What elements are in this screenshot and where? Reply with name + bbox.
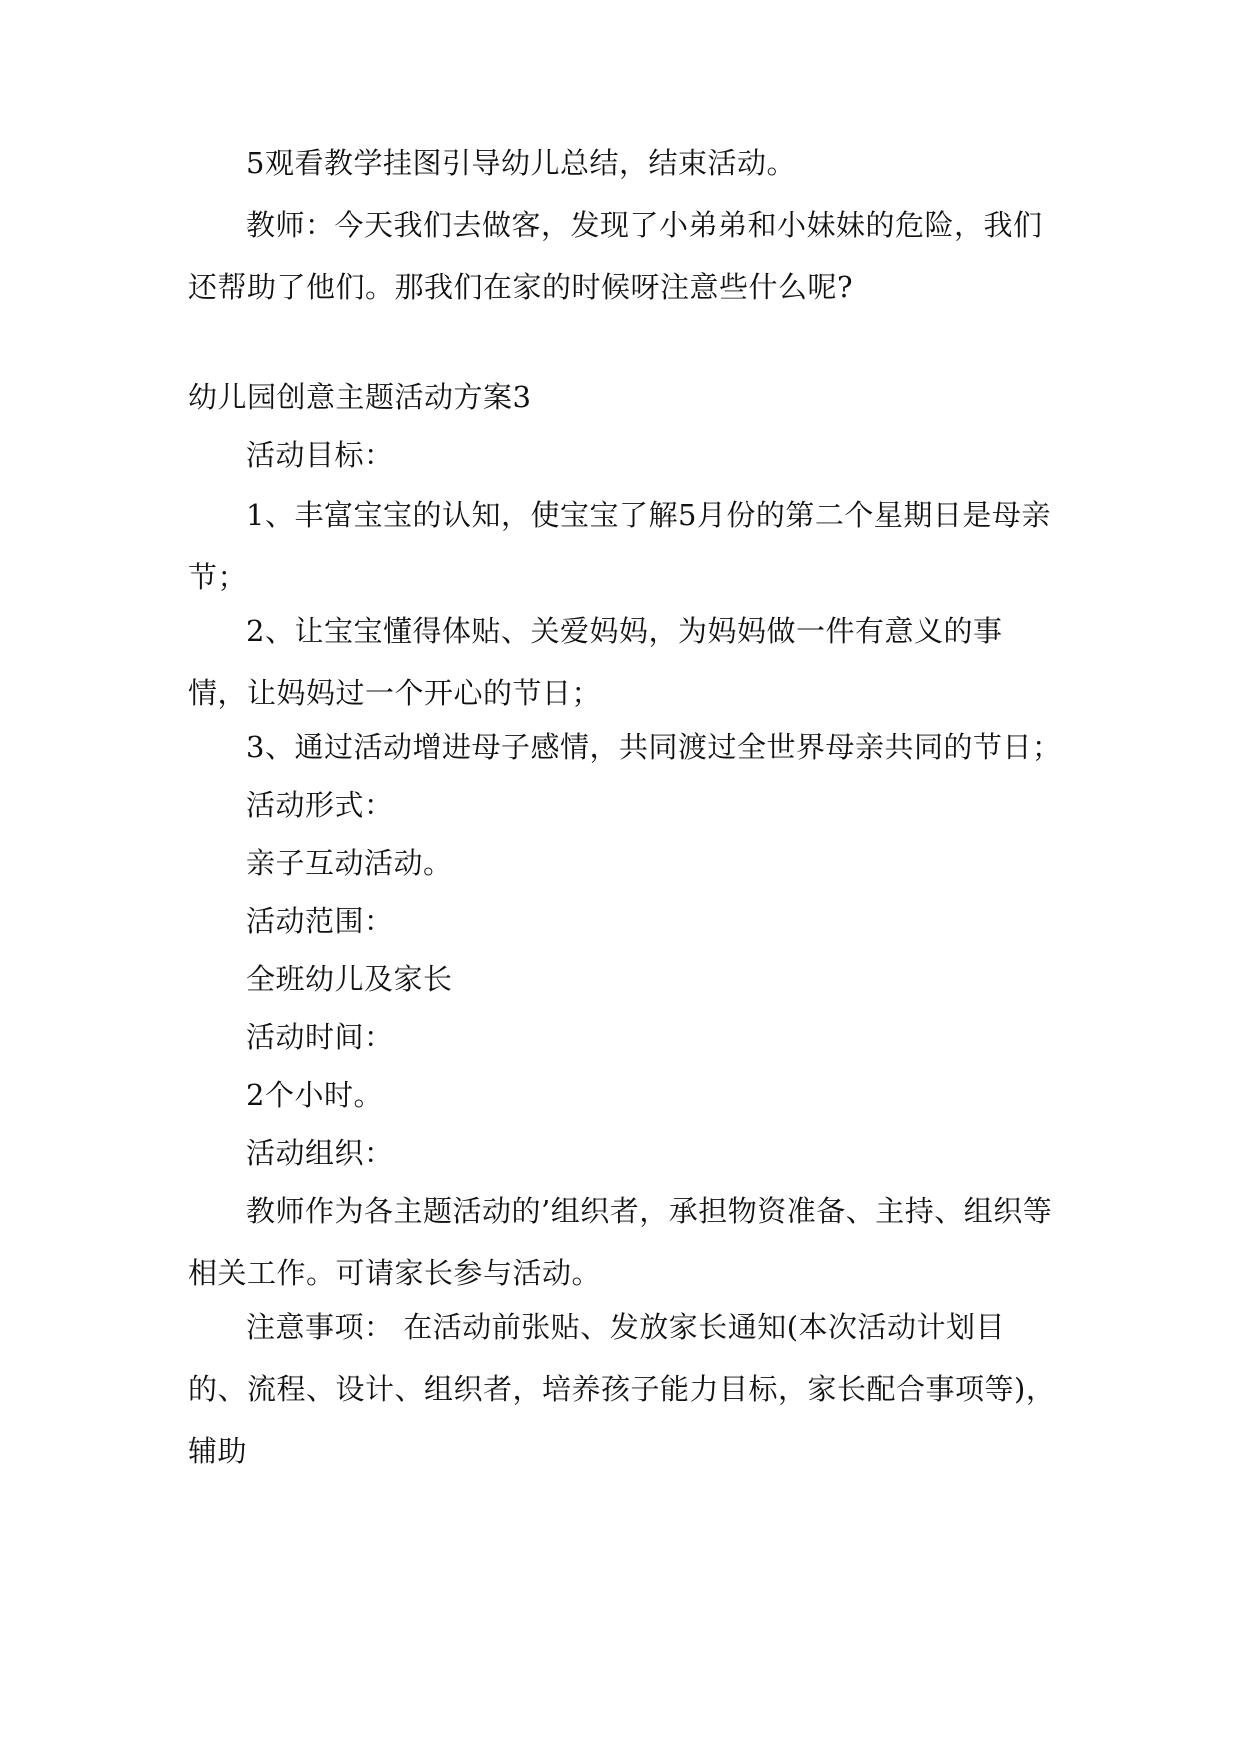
goal-item-2: 2、让宝宝懂得体贴、关爱妈妈，为妈妈做一件有意义的事情，让妈妈过一个开心的节日； — [188, 614, 1003, 710]
section-heading: 幼儿园创意主题活动方案3 — [188, 380, 532, 414]
paragraph-teacher-summary: 教师：今天我们去做客，发现了小弟弟和小妹妹的危险，我们还帮助了他们。那我们在家的时候呀注意些什么呢? — [188, 208, 1043, 304]
time-title: 活动时间： — [246, 1020, 394, 1054]
org-value: 教师作为各主题活动的’组织者，承担物资准备、主持、组织等相关工作。可请家长参与活动。 — [188, 1194, 1053, 1290]
goal-item-1: 1、丰富宝宝的认知，使宝宝了解5月份的第二个星期日是母亲节； — [188, 498, 1051, 594]
form-title: 活动形式： — [246, 788, 394, 822]
goal-title: 活动目标： — [246, 438, 394, 472]
time-value: 2个小时。 — [246, 1078, 383, 1112]
form-value: 亲子互动活动。 — [246, 846, 453, 880]
paragraph-step5: 5观看教学挂图引导幼儿总结，结束活动。 — [246, 146, 796, 180]
notes-paragraph: 注意事项： 在活动前张贴、发放家长通知(本次活动计划目的、流程、设计、组织者，培养孩子能力目标，家长配合事项等)，辅助 — [188, 1310, 1056, 1468]
goal-item-3: 3、通过活动增进母子感情，共同渡过全世界母亲共同的节日； — [246, 730, 1062, 764]
scope-value: 全班幼儿及家长 — [246, 962, 453, 996]
org-title: 活动组织： — [246, 1136, 394, 1170]
scope-title: 活动范围： — [246, 904, 394, 938]
